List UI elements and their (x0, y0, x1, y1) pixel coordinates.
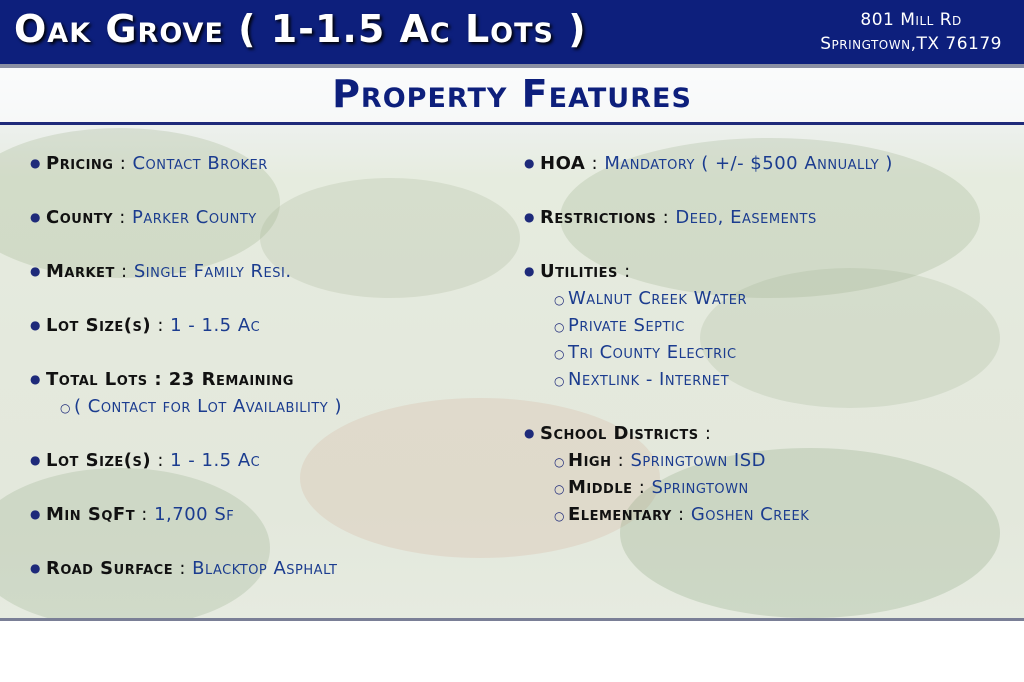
bullet-icon: ● (30, 264, 41, 278)
bullet-icon: ● (524, 210, 535, 224)
feature-value: Blacktop Asphalt (192, 558, 338, 579)
bullet-icon: ● (30, 507, 41, 521)
header-bar (0, 0, 1024, 64)
bullet-icon: ● (30, 372, 41, 386)
features-right-column (524, 150, 893, 555)
sub-bullet-icon: ○ (554, 374, 565, 388)
sub-bullet-icon: ○ (554, 293, 565, 307)
bullet-icon: ● (30, 561, 41, 575)
utility-item: ○ Private Septic (524, 312, 893, 339)
school-elementary: ○ Elementary : Goshen Creek (524, 501, 893, 528)
feature-key: Road Surface (46, 558, 174, 579)
feature-pricing: ● Pricing : Contact Broker (30, 150, 342, 204)
feature-lot-size: ● Lot Size(s) : 1 - 1.5 Ac (30, 312, 342, 366)
feature-value: Contact Broker (132, 153, 268, 174)
page-title: Oak Grove ( 1-1.5 Ac Lots ) (14, 7, 587, 51)
school-middle: ○ Middle : Springtown (524, 474, 893, 501)
feature-value: 1,700 Sf (154, 504, 235, 525)
bullet-icon: ● (30, 156, 41, 170)
feature-restrictions: ● Restrictions : Deed, Easements (524, 204, 893, 258)
school-high: ○ High : Springtown ISD (524, 447, 893, 474)
sub-bullet-icon: ○ (554, 347, 565, 361)
sub-bullet-icon: ○ (554, 482, 565, 496)
feature-road-surface: ● Road Surface : Blacktop Asphalt (30, 555, 342, 609)
feature-note: ( Contact for Lot Availability ) (74, 396, 342, 417)
feature-market: ● Market : Single Family Resi. (30, 258, 342, 312)
subtitle-divider (0, 122, 1024, 125)
feature-key: Total Lots : 23 Remaining (46, 369, 294, 390)
feature-school-districts: ● School Districts : ○ High : Springtown ISD ○ Middle : Springtown ○ Elementary : Goshen Creek (524, 420, 893, 528)
feature-value: Single Family Resi. (133, 261, 292, 282)
feature-total-lots (30, 366, 342, 420)
address-city: Springtown,TX 76179 (820, 34, 1002, 54)
address-street: 801 Mill Rd (860, 10, 962, 30)
bullet-icon: ● (30, 210, 41, 224)
feature-key: County (46, 207, 113, 228)
sub-bullet-icon: ○ (554, 455, 565, 469)
section-title: Property Features (332, 72, 692, 116)
feature-value: Mandatory ( +/- $500 Annually ) (604, 153, 893, 174)
feature-county: ● County : Parker County (30, 204, 342, 258)
feature-utilities: ● Utilities : ○ Walnut Creek Water ○ Private Septic ○ Tri County Electric ○ Nextlink - Internet (524, 258, 893, 393)
feature-key: Market (46, 261, 115, 282)
bullet-icon: ● (30, 453, 41, 467)
sub-bullet-icon: ○ (60, 401, 71, 415)
utility-item: ○ Walnut Creek Water (524, 285, 893, 312)
utility-item: ○ Tri County Electric (524, 339, 893, 366)
feature-value: Parker County (132, 207, 257, 228)
bullet-icon: ● (524, 156, 535, 170)
feature-hoa: ● HOA : Mandatory ( +/- $500 Annually ) (524, 150, 893, 204)
feature-min-sqft: ● Min SqFt : 1,700 Sf (30, 501, 342, 555)
sub-bullet-icon: ○ (554, 509, 565, 523)
property-address (820, 8, 1002, 56)
feature-key: Lot Size(s) (46, 450, 152, 471)
feature-key: HOA (540, 153, 586, 174)
bullet-icon: ● (30, 318, 41, 332)
feature-value: 1 - 1.5 Ac (170, 315, 261, 336)
feature-key: Pricing (46, 153, 114, 174)
feature-lot-size-repeat: ● Lot Size(s) : 1 - 1.5 Ac (30, 447, 342, 501)
bullet-icon: ● (524, 264, 535, 278)
feature-value: Deed, Easements (675, 207, 817, 228)
utility-item: ○ Nextlink - Internet (524, 366, 893, 393)
sub-bullet-icon: ○ (554, 320, 565, 334)
feature-key: Min SqFt (46, 504, 136, 525)
feature-key: School Districts (540, 423, 699, 444)
feature-key: Utilities (540, 261, 618, 282)
features-left-column (30, 150, 342, 609)
feature-key: Lot Size(s) (46, 315, 152, 336)
bullet-icon: ● (524, 426, 535, 440)
feature-value: 1 - 1.5 Ac (170, 450, 261, 471)
feature-key: Restrictions (540, 207, 657, 228)
footer-divider (0, 618, 1024, 621)
